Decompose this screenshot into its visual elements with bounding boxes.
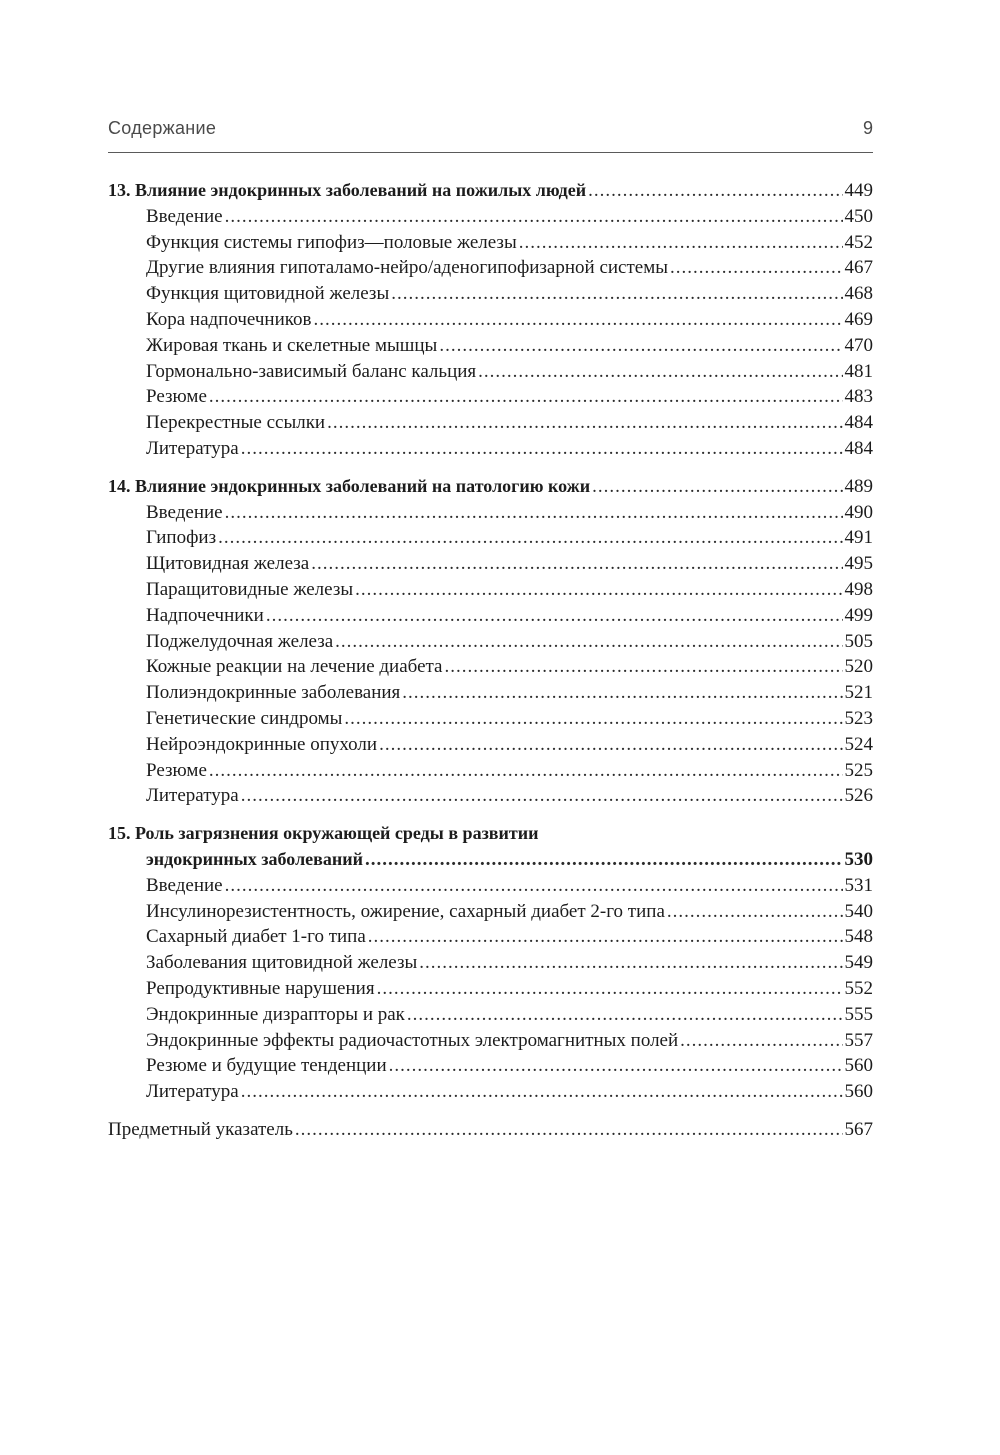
item-page: 452: [844, 231, 873, 253]
running-header-title: Содержание: [108, 118, 217, 138]
toc-item[interactable]: [108, 359, 873, 385]
toc-item[interactable]: [108, 706, 873, 732]
dot-leader: [241, 436, 843, 462]
toc-item[interactable]: [108, 384, 873, 410]
item-label: Введение: [146, 205, 223, 227]
toc-chapter-15-line2[interactable]: [108, 847, 873, 873]
chapter-title: 13. Влияние эндокринных заболеваний на пожилых людей: [108, 180, 587, 200]
item-label: Генетические синдромы: [146, 707, 343, 729]
item-label: Функция щитовидной железы: [146, 283, 390, 305]
dot-leader: [592, 474, 842, 500]
item-page: 499: [844, 604, 873, 626]
item-page: 481: [844, 360, 873, 382]
item-page: 468: [844, 283, 873, 305]
dot-leader: [225, 204, 843, 230]
item-page: 469: [844, 308, 873, 330]
item-label: Литература: [146, 437, 239, 459]
dot-leader: [519, 230, 843, 256]
item-page: 560: [844, 1081, 873, 1103]
item-page: 450: [844, 205, 873, 227]
toc-item[interactable]: [108, 281, 873, 307]
item-label: Заболевания щитовидной железы: [146, 952, 418, 974]
dot-leader: [588, 178, 842, 204]
toc-item[interactable]: [108, 255, 873, 281]
toc-item[interactable]: [108, 654, 873, 680]
item-label: Введение: [146, 874, 223, 896]
item-page: 491: [844, 527, 873, 549]
toc-item[interactable]: [108, 525, 873, 551]
dot-leader: [667, 899, 843, 925]
dot-leader: [379, 732, 842, 758]
item-page: 495: [844, 553, 873, 575]
toc-item[interactable]: [108, 783, 873, 809]
toc-item[interactable]: [108, 899, 873, 925]
chapter-title: 15. Роль загрязнения окружающей среды в развитии: [108, 823, 539, 844]
item-page: 548: [844, 926, 873, 948]
toc-item[interactable]: [108, 758, 873, 784]
item-page: 549: [844, 952, 873, 974]
toc-item[interactable]: [108, 873, 873, 899]
toc-item[interactable]: [108, 436, 873, 462]
item-label: Гипофиз: [146, 527, 217, 549]
dot-leader: [391, 281, 842, 307]
item-label: Кожные реакции на лечение диабета: [146, 656, 443, 678]
item-page: 498: [844, 578, 873, 600]
dot-leader: [419, 950, 842, 976]
item-page: 484: [844, 412, 873, 434]
item-page: 520: [844, 656, 873, 678]
item-label: Полиэндокринные заболевания: [146, 682, 401, 704]
toc-chapter-14[interactable]: [108, 474, 873, 500]
toc-chapter-15-line1[interactable]: [108, 821, 873, 847]
dot-leader: [344, 706, 842, 732]
dot-leader: [335, 629, 842, 655]
toc-item[interactable]: [108, 204, 873, 230]
toc-item[interactable]: [108, 950, 873, 976]
item-page: 525: [844, 759, 873, 781]
toc-item[interactable]: [108, 1079, 873, 1105]
item-label: Эндокринные дизрапторы и рак: [146, 1003, 405, 1025]
item-page: 524: [844, 733, 873, 755]
chapter-title: 14. Влияние эндокринных заболеваний на патологию кожи: [108, 475, 591, 496]
item-label: Функция системы гипофиз—половые железы: [146, 231, 517, 253]
toc-item[interactable]: [108, 1002, 873, 1028]
toc-item[interactable]: [108, 629, 873, 655]
toc-item[interactable]: [108, 500, 873, 526]
item-page: 467: [844, 257, 873, 279]
toc-item[interactable]: [108, 680, 873, 706]
item-label: Нейроэндокринные опухоли: [146, 733, 378, 755]
toc-item[interactable]: [108, 333, 873, 359]
dot-leader: [311, 551, 842, 577]
item-page: 505: [844, 630, 873, 652]
item-label: Гормонально-зависимый баланс кальция: [146, 360, 477, 382]
chapter-page: 449: [844, 180, 873, 201]
toc-chapter-13[interactable]: [108, 178, 873, 204]
table-of-contents: [108, 178, 873, 1143]
item-page: 555: [844, 1003, 873, 1025]
toc-item[interactable]: [108, 1028, 873, 1054]
item-page: 470: [844, 334, 873, 356]
dot-leader: [407, 1002, 843, 1028]
toc-subject-index[interactable]: [108, 1117, 873, 1143]
toc-item[interactable]: [108, 551, 873, 577]
item-page: 540: [844, 900, 873, 922]
dot-leader: [439, 333, 842, 359]
dot-leader: [241, 783, 843, 809]
item-label: Введение: [146, 501, 223, 523]
toc-item[interactable]: [108, 1053, 873, 1079]
item-label: Надпочечники: [146, 604, 264, 626]
item-page: 557: [844, 1029, 873, 1051]
dot-leader: [365, 847, 843, 873]
dot-leader: [314, 307, 843, 333]
chapter-page: 530: [844, 848, 873, 870]
item-label: Инсулинорезистентность, ожирение, сахарный диабет 2-го типа: [146, 900, 665, 922]
dot-leader: [670, 255, 842, 281]
item-page: 531: [844, 874, 873, 896]
item-page: 560: [844, 1055, 873, 1077]
item-page: 523: [844, 707, 873, 729]
item-label: Резюме и будущие тенденции: [146, 1055, 387, 1077]
item-label: Резюме: [146, 759, 207, 781]
item-page: 484: [844, 437, 873, 459]
dot-leader: [225, 873, 843, 899]
item-label: Другие влияния гипоталамо-нейро/аденогипофизарной системы: [146, 257, 669, 279]
toc-item[interactable]: [108, 307, 873, 333]
dot-leader: [402, 680, 842, 706]
index-label: Предметный указатель: [108, 1118, 293, 1140]
item-label: Литература: [146, 785, 239, 807]
item-label: Резюме: [146, 386, 207, 408]
toc-item[interactable]: [108, 577, 873, 603]
page-number: 9: [862, 118, 873, 138]
item-label: Поджелудочная железа: [146, 630, 334, 652]
item-label: Кора надпочечников: [146, 308, 312, 330]
dot-leader: [355, 577, 842, 603]
item-page: 552: [844, 977, 873, 999]
item-label: Эндокринные эффекты радиочастотных электромагнитных полей: [146, 1029, 679, 1051]
item-page: 490: [844, 501, 873, 523]
toc-item[interactable]: [108, 410, 873, 436]
toc-item[interactable]: [108, 230, 873, 256]
index-page: 567: [844, 1118, 873, 1140]
dot-leader: [209, 384, 843, 410]
toc-item[interactable]: [108, 732, 873, 758]
chapter-title-continued: эндокринных заболеваний: [146, 848, 363, 869]
item-label: Щитовидная железа: [146, 553, 310, 575]
dot-leader: [295, 1117, 843, 1143]
running-header: [108, 118, 873, 153]
toc-item[interactable]: [108, 924, 873, 950]
toc-item[interactable]: [108, 603, 873, 629]
item-page: 521: [844, 682, 873, 704]
dot-leader: [218, 525, 842, 551]
chapter-page: 489: [844, 475, 873, 497]
dot-leader: [209, 758, 843, 784]
dot-leader: [478, 359, 842, 385]
dot-leader: [241, 1079, 843, 1105]
dot-leader: [444, 654, 842, 680]
dot-leader: [377, 976, 843, 1002]
dot-leader: [680, 1028, 842, 1054]
item-label: Жировая ткань и скелетные мышцы: [146, 334, 438, 356]
item-label: Перекрестные ссылки: [146, 412, 326, 434]
dot-leader: [368, 924, 843, 950]
toc-item[interactable]: [108, 976, 873, 1002]
item-label: Паращитовидные железы: [146, 578, 354, 600]
dot-leader: [266, 603, 843, 629]
item-label: Сахарный диабет 1-го типа: [146, 926, 366, 948]
dot-leader: [389, 1053, 843, 1079]
item-label: Репродуктивные нарушения: [146, 977, 375, 999]
item-page: 526: [844, 785, 873, 807]
dot-leader: [327, 410, 842, 436]
item-label: Литература: [146, 1081, 239, 1103]
dot-leader: [225, 500, 843, 526]
item-page: 483: [844, 386, 873, 408]
